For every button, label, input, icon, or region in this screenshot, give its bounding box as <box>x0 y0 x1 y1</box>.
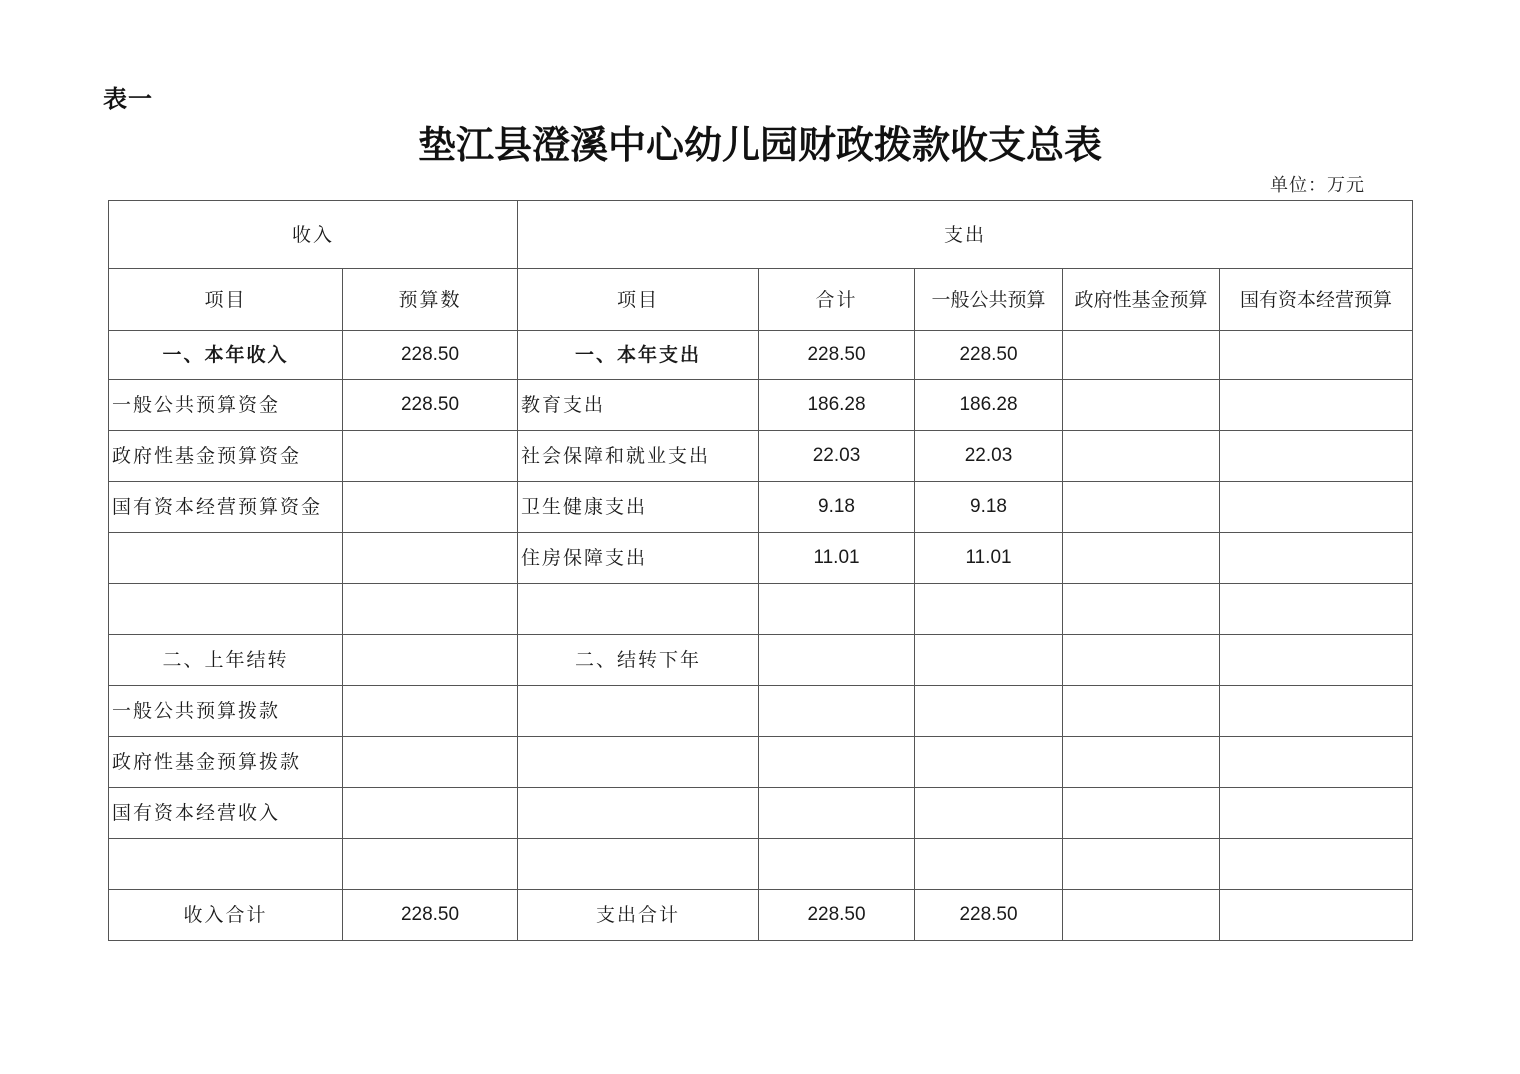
exp-total-cell: 22.03 <box>759 431 915 482</box>
exp-state-cell <box>1220 380 1413 431</box>
unit-label: 单位：万元 <box>1270 175 1365 196</box>
income-budget-cell: 228.50 <box>343 380 518 431</box>
exp-item-cell: 卫生健康支出 <box>518 482 759 533</box>
income-budget-cell <box>343 788 518 839</box>
table-row <box>109 686 1413 737</box>
exp-item-cell <box>518 839 759 890</box>
exp-fund-cell <box>1063 431 1220 482</box>
income-item-cell <box>109 839 343 890</box>
table-row <box>109 788 1413 839</box>
exp-general-cell: 22.03 <box>915 431 1063 482</box>
exp-fund-cell <box>1063 788 1220 839</box>
exp-total-label: 支出合计 <box>518 890 759 941</box>
income-budget-cell <box>343 584 518 635</box>
exp-general-cell <box>915 788 1063 839</box>
table-row <box>109 533 1413 584</box>
column-header-row <box>109 269 1413 331</box>
exp-fund-cell <box>1063 686 1220 737</box>
income-item-cell: 国有资本经营预算资金 <box>109 482 343 533</box>
exp-state-total <box>1220 890 1413 941</box>
exp-fund-cell <box>1063 482 1220 533</box>
income-budget-cell <box>343 737 518 788</box>
header-exp-general: 一般公共预算 <box>915 269 1063 331</box>
income-item-cell <box>109 584 343 635</box>
exp-total-cell: 9.18 <box>759 482 915 533</box>
header-exp-fund: 政府性基金预算 <box>1063 269 1220 331</box>
expenditure-group-header: 支出 <box>518 201 1413 269</box>
exp-state-cell <box>1220 431 1413 482</box>
exp-total-cell: 11.01 <box>759 533 915 584</box>
exp-general-cell: 186.28 <box>915 380 1063 431</box>
table-row <box>109 380 1413 431</box>
exp-total-cell <box>759 584 915 635</box>
exp-total-cell <box>759 737 915 788</box>
exp-general-cell <box>915 839 1063 890</box>
exp-total-cell <box>759 839 915 890</box>
exp-item-cell: 社会保障和就业支出 <box>518 431 759 482</box>
exp-total-cell <box>759 788 915 839</box>
budget-summary-table <box>108 200 1413 941</box>
exp-total-value: 228.50 <box>759 890 915 941</box>
income-total-value: 228.50 <box>343 890 518 941</box>
income-item-cell: 一、本年收入 <box>109 331 343 380</box>
exp-general-cell: 11.01 <box>915 533 1063 584</box>
document-title: 垫江县澄溪中心幼儿园财政拨款收支总表 <box>417 122 1102 167</box>
income-item-cell: 二、上年结转 <box>109 635 343 686</box>
exp-general-cell: 228.50 <box>915 331 1063 380</box>
exp-state-cell <box>1220 788 1413 839</box>
exp-item-cell <box>518 584 759 635</box>
table-row <box>109 737 1413 788</box>
exp-total-cell: 186.28 <box>759 380 915 431</box>
income-budget-cell <box>343 635 518 686</box>
exp-state-cell <box>1220 839 1413 890</box>
exp-state-cell <box>1220 686 1413 737</box>
exp-item-cell <box>518 737 759 788</box>
exp-fund-cell <box>1063 635 1220 686</box>
income-budget-cell <box>343 839 518 890</box>
table-row <box>109 482 1413 533</box>
exp-fund-cell <box>1063 533 1220 584</box>
exp-state-cell <box>1220 584 1413 635</box>
income-item-cell: 一般公共预算拨款 <box>109 686 343 737</box>
income-item-cell: 政府性基金预算资金 <box>109 431 343 482</box>
exp-total-cell <box>759 686 915 737</box>
exp-general-total: 228.50 <box>915 890 1063 941</box>
exp-item-cell: 教育支出 <box>518 380 759 431</box>
exp-state-cell <box>1220 533 1413 584</box>
table-number-label: 表一 <box>103 85 153 113</box>
income-total-label: 收入合计 <box>109 890 343 941</box>
table-row <box>109 635 1413 686</box>
income-budget-cell <box>343 482 518 533</box>
income-item-cell: 国有资本经营收入 <box>109 788 343 839</box>
header-income-budget: 预算数 <box>343 269 518 331</box>
income-item-cell: 政府性基金预算拨款 <box>109 737 343 788</box>
table-row <box>109 839 1413 890</box>
exp-total-cell <box>759 635 915 686</box>
income-budget-cell <box>343 686 518 737</box>
header-exp-state: 国有资本经营预算 <box>1220 269 1413 331</box>
exp-general-cell <box>915 635 1063 686</box>
exp-state-cell <box>1220 737 1413 788</box>
income-item-cell <box>109 533 343 584</box>
header-exp-total: 合计 <box>759 269 915 331</box>
exp-total-cell: 228.50 <box>759 331 915 380</box>
exp-item-cell: 一、本年支出 <box>518 331 759 380</box>
exp-general-cell: 9.18 <box>915 482 1063 533</box>
income-budget-cell <box>343 431 518 482</box>
exp-general-cell <box>915 737 1063 788</box>
header-income-item: 项目 <box>109 269 343 331</box>
table-row <box>109 584 1413 635</box>
header-exp-item: 项目 <box>518 269 759 331</box>
exp-general-cell <box>915 584 1063 635</box>
exp-item-cell <box>518 788 759 839</box>
group-header-row <box>109 201 1413 269</box>
income-budget-cell: 228.50 <box>343 331 518 380</box>
exp-state-cell <box>1220 635 1413 686</box>
exp-fund-cell <box>1063 380 1220 431</box>
exp-item-cell: 住房保障支出 <box>518 533 759 584</box>
exp-item-cell <box>518 686 759 737</box>
table-row <box>109 331 1413 380</box>
table-total-row <box>109 890 1413 941</box>
income-group-header: 收入 <box>109 201 518 269</box>
exp-state-cell <box>1220 331 1413 380</box>
exp-fund-cell <box>1063 839 1220 890</box>
exp-state-cell <box>1220 482 1413 533</box>
exp-fund-cell <box>1063 737 1220 788</box>
table-row <box>109 431 1413 482</box>
exp-fund-cell <box>1063 331 1220 380</box>
income-item-cell: 一般公共预算资金 <box>109 380 343 431</box>
exp-item-cell: 二、结转下年 <box>518 635 759 686</box>
exp-fund-cell <box>1063 584 1220 635</box>
exp-general-cell <box>915 686 1063 737</box>
exp-fund-total <box>1063 890 1220 941</box>
income-budget-cell <box>343 533 518 584</box>
